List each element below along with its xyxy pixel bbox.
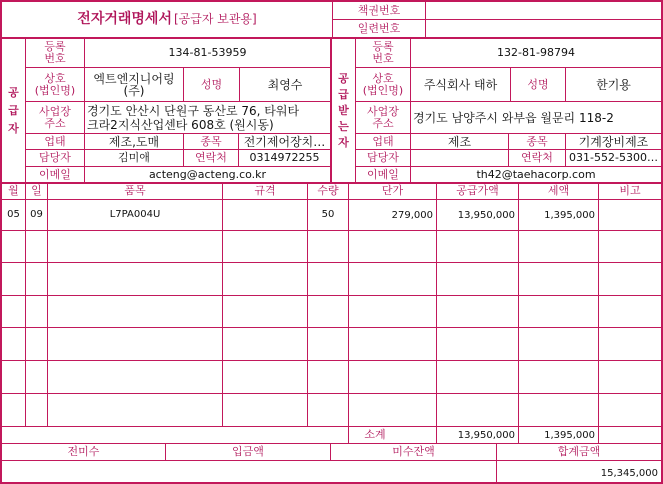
balance-value (331, 461, 496, 482)
supplier-side-label: 공 급 자 (8, 85, 19, 135)
unpaid-label: 전미수 (67, 445, 100, 458)
payment-label: 입금액 (232, 445, 264, 458)
receiver-reg-no: 132-81-98794 (497, 45, 575, 59)
col-header-day: 일 (31, 184, 42, 197)
supplier-manager-label: 담당자 (39, 151, 71, 164)
supplier-email: acteng@acteng.co.kr (148, 168, 267, 181)
supplier-company-label: 상호 (법인명) (34, 71, 76, 97)
supplier-email-label: 이메일 (39, 168, 71, 181)
subtotal-supply: 13,950,000 (457, 429, 515, 441)
supplier-business-label: 업태 (44, 134, 66, 148)
supplier-name-label: 성명 (200, 77, 223, 91)
supplier-address-label: 사업장 주소 (39, 104, 71, 130)
receiver-manager-label: 담당자 (367, 151, 399, 164)
receiver-business-label: 업태 (372, 134, 394, 148)
receiver-email-label: 이메일 (367, 168, 399, 181)
supplier-address: 경기도 안산시 단원구 동산로 76, 타워타 크라2지식산업센타 608호 (원시동) (87, 103, 300, 132)
document-subtitle: [공급자 보관용] (173, 12, 257, 26)
row1-item: L7PA004U (109, 209, 161, 220)
receiver-reg-label: 등록 번호 (372, 39, 394, 65)
row1-supply-amount: 13,950,000 (457, 209, 515, 221)
subtotal-tax: 1,395,000 (544, 429, 595, 441)
supplier-company: 엑트엔지니어링 (주) (93, 71, 175, 98)
col-header-item: 품목 (124, 184, 146, 197)
total-label: 합계금액 (557, 445, 601, 458)
subtotal-label: 소계 (364, 428, 386, 441)
supplier-business: 제조,도매 (108, 134, 160, 149)
supplier-name: 최영수 (267, 77, 303, 92)
receiver-name: 한기용 (596, 77, 631, 92)
payment-value (166, 461, 330, 482)
receiver-company-label: 상호 (법인명) (362, 71, 404, 97)
col-header-note: 비고 (619, 184, 641, 197)
receiver-item-label: 종목 (526, 134, 548, 148)
balance-label: 미수잔액 (392, 445, 435, 458)
supplier-item: 전기제어장치… (243, 134, 326, 149)
supplier-item-label: 종목 (200, 134, 222, 148)
receiver-side-label: 공 급 받 는 자 (338, 71, 349, 149)
receiver-manager (411, 150, 508, 166)
col-header-month: 월 (8, 184, 19, 197)
col-header-tax: 세액 (547, 184, 570, 197)
book-no-label: 책권번호 (357, 3, 401, 17)
receiver-address-label: 사업장 주소 (367, 104, 399, 130)
serial-no-label: 일련번호 (357, 21, 401, 35)
row1-month: 05 (7, 209, 20, 220)
document-title-area (2, 4, 332, 34)
col-header-spec: 규격 (254, 184, 276, 197)
row1-unit-price: 279,000 (391, 209, 433, 221)
receiver-company: 주식회사 태하 (423, 77, 498, 92)
receiver-business: 제조 (447, 134, 472, 149)
row1-tax: 1,395,000 (544, 209, 595, 221)
row1-spec (223, 200, 307, 230)
receiver-address: 경기도 남양주시 와부읍 월문리 118-2 (413, 111, 614, 125)
unpaid-value (2, 461, 165, 482)
supplier-manager: 김미애 (118, 151, 150, 164)
supplier-reg-no: 134-81-53959 (168, 45, 247, 59)
col-header-unit-price: 단가 (381, 184, 404, 197)
supplier-reg-label: 등록 번호 (44, 39, 66, 65)
supplier-contact: 0314972255 (249, 151, 320, 164)
row1-day: 09 (30, 209, 43, 220)
document-title: 전자거래명세서 (77, 11, 172, 27)
total-value: 15,345,000 (600, 468, 658, 479)
receiver-email: th42@taehacorp.com (476, 168, 596, 181)
row1-note (599, 200, 661, 230)
col-header-supply-amount: 공급가액 (456, 184, 499, 197)
receiver-contact: 031-552-5300… (569, 151, 658, 164)
receiver-item: 기계장비제조 (578, 134, 649, 149)
receiver-contact-label: 연락처 (521, 151, 553, 164)
col-header-qty: 수량 (317, 184, 339, 197)
receiver-name-label: 성명 (527, 77, 549, 91)
row1-qty: 50 (321, 209, 335, 220)
supplier-contact-label: 연락처 (195, 151, 227, 164)
